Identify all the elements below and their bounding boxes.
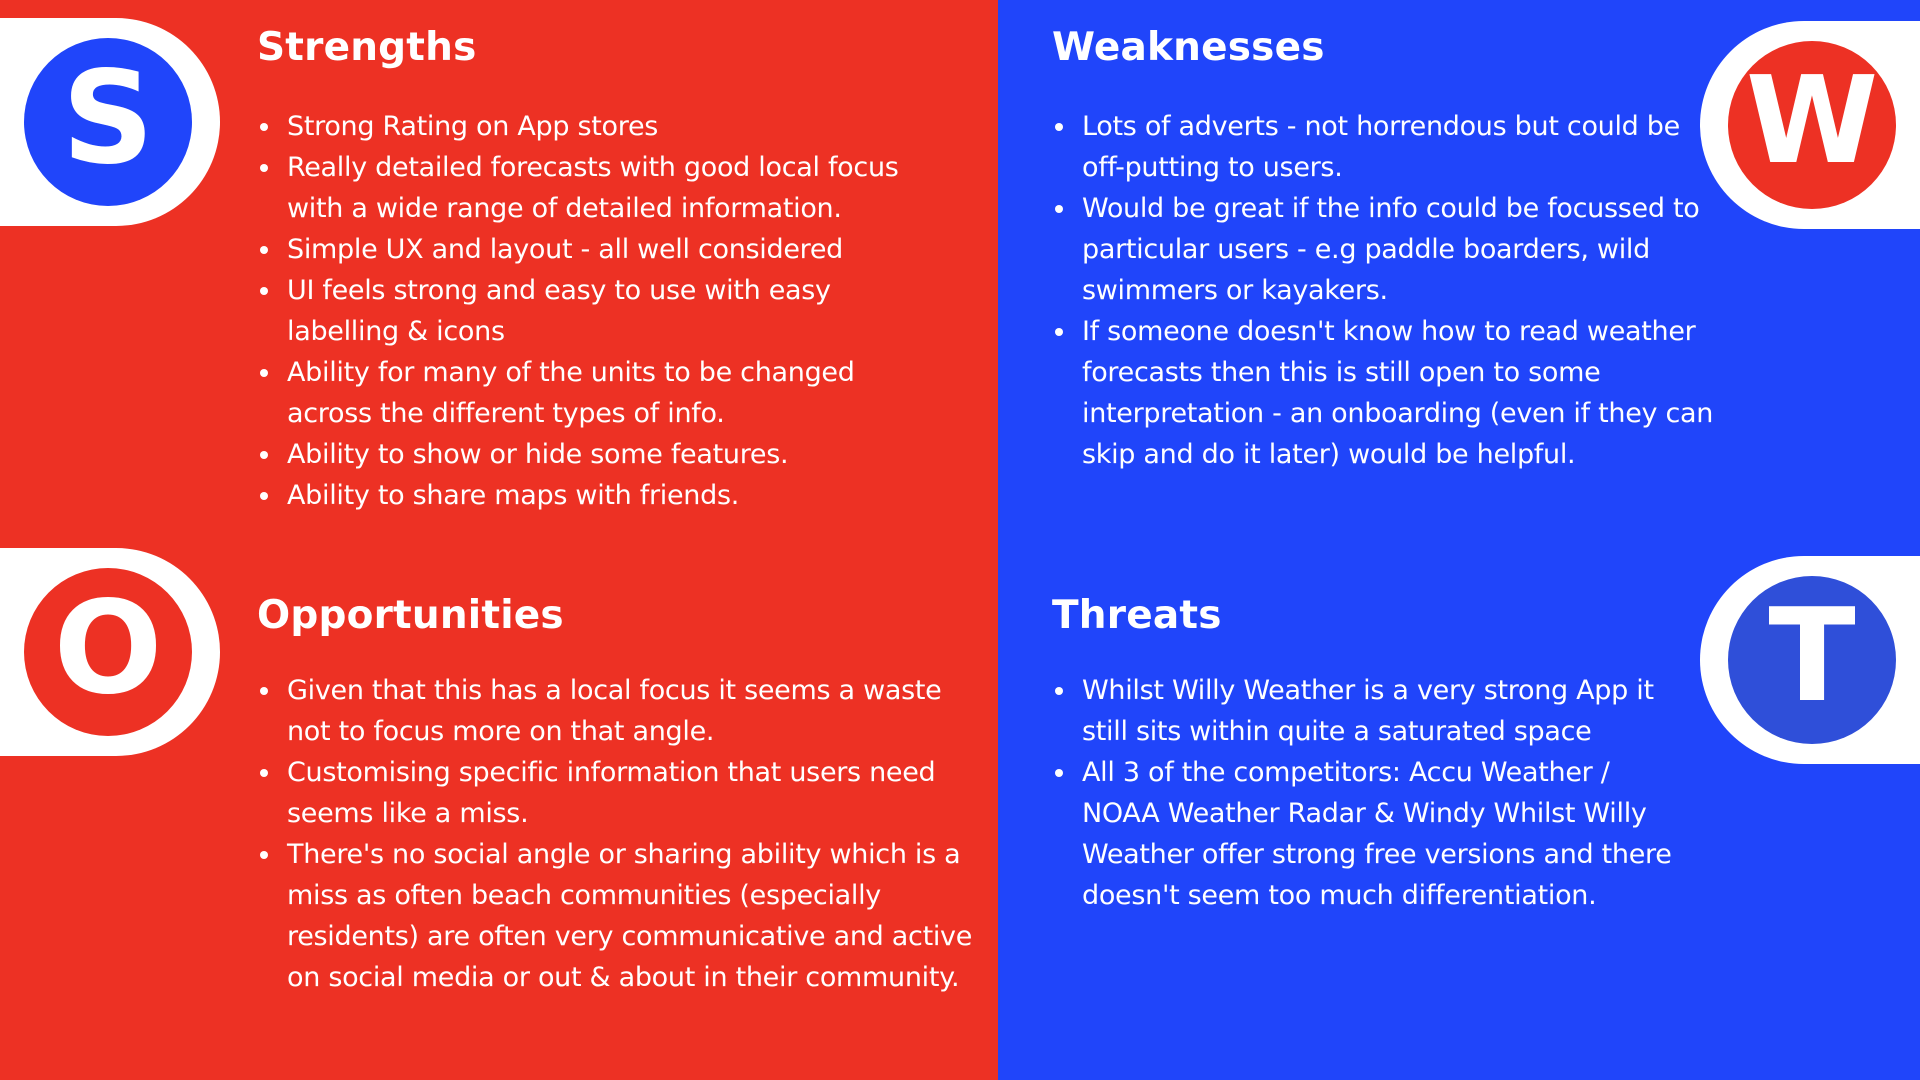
list-item: Given that this has a local focus it seems a waste not to focus more on that angle. xyxy=(257,670,977,752)
strengths-badge xyxy=(24,38,192,206)
list-item: Ability to share maps with friends. xyxy=(257,475,957,516)
opportunities-badge xyxy=(24,568,192,736)
strengths-list xyxy=(257,106,957,516)
list-item: Simple UX and layout - all well considered xyxy=(257,229,957,270)
threats-badge xyxy=(1728,576,1896,744)
list-item: Ability for many of the units to be changed across the different types of info. xyxy=(257,352,907,434)
strengths-badge-tab xyxy=(0,18,220,226)
threats-badge-letter: T xyxy=(1768,582,1856,731)
opportunities-list xyxy=(257,670,973,998)
list-item: Ability to show or hide some features. xyxy=(257,434,957,475)
threats-list xyxy=(1052,670,1672,916)
strengths-badge-letter: S xyxy=(61,44,155,193)
list-item: Strong Rating on App stores xyxy=(257,106,957,147)
weaknesses-section xyxy=(1052,24,1712,475)
weaknesses-badge-tab xyxy=(1700,21,1920,229)
threats-section xyxy=(1052,592,1672,916)
opportunities-section xyxy=(257,592,973,998)
threats-title: Threats xyxy=(1052,593,1222,638)
list-item: Whilst Willy Weather is a very strong App it still sits within quite a saturated space xyxy=(1052,670,1672,752)
weaknesses-badge xyxy=(1728,41,1896,209)
strengths-section xyxy=(257,24,957,516)
weaknesses-list xyxy=(1052,106,1712,475)
list-item: Really detailed forecasts with good local focus with a wide range of detailed information. xyxy=(257,147,937,229)
opportunities-title: Opportunities xyxy=(257,593,564,638)
opportunities-badge-tab xyxy=(0,548,220,756)
list-item: UI feels strong and easy to use with easy labelling & icons xyxy=(257,270,887,352)
threats-badge-tab xyxy=(1700,556,1920,764)
list-item: Would be great if the info could be focussed to particular users - e.g paddle boarders, wild swimmers or kayakers. xyxy=(1052,188,1722,311)
strengths-title: Strengths xyxy=(257,25,477,70)
list-item: All 3 of the competitors: Accu Weather / NOAA Weather Radar & Windy Whilst Willy Weather offer strong free versions and there doesn't seem too much differentiation. xyxy=(1052,752,1672,916)
list-item: Customising specific information that users need seems like a miss. xyxy=(257,752,977,834)
weaknesses-badge-letter: W xyxy=(1745,52,1879,191)
weaknesses-title: Weaknesses xyxy=(1052,25,1325,70)
list-item: There's no social angle or sharing ability which is a miss as often beach communities (especially residents) are often very communicative and active on social media or out & about in their community. xyxy=(257,834,977,998)
list-item: If someone doesn't know how to read weather forecasts then this is still open to some interpretation - an onboarding (even if they can skip and do it later) would be helpful. xyxy=(1052,311,1737,475)
list-item: Lots of adverts - not horrendous but could be off-putting to users. xyxy=(1052,106,1702,188)
opportunities-badge-letter: O xyxy=(53,574,163,723)
